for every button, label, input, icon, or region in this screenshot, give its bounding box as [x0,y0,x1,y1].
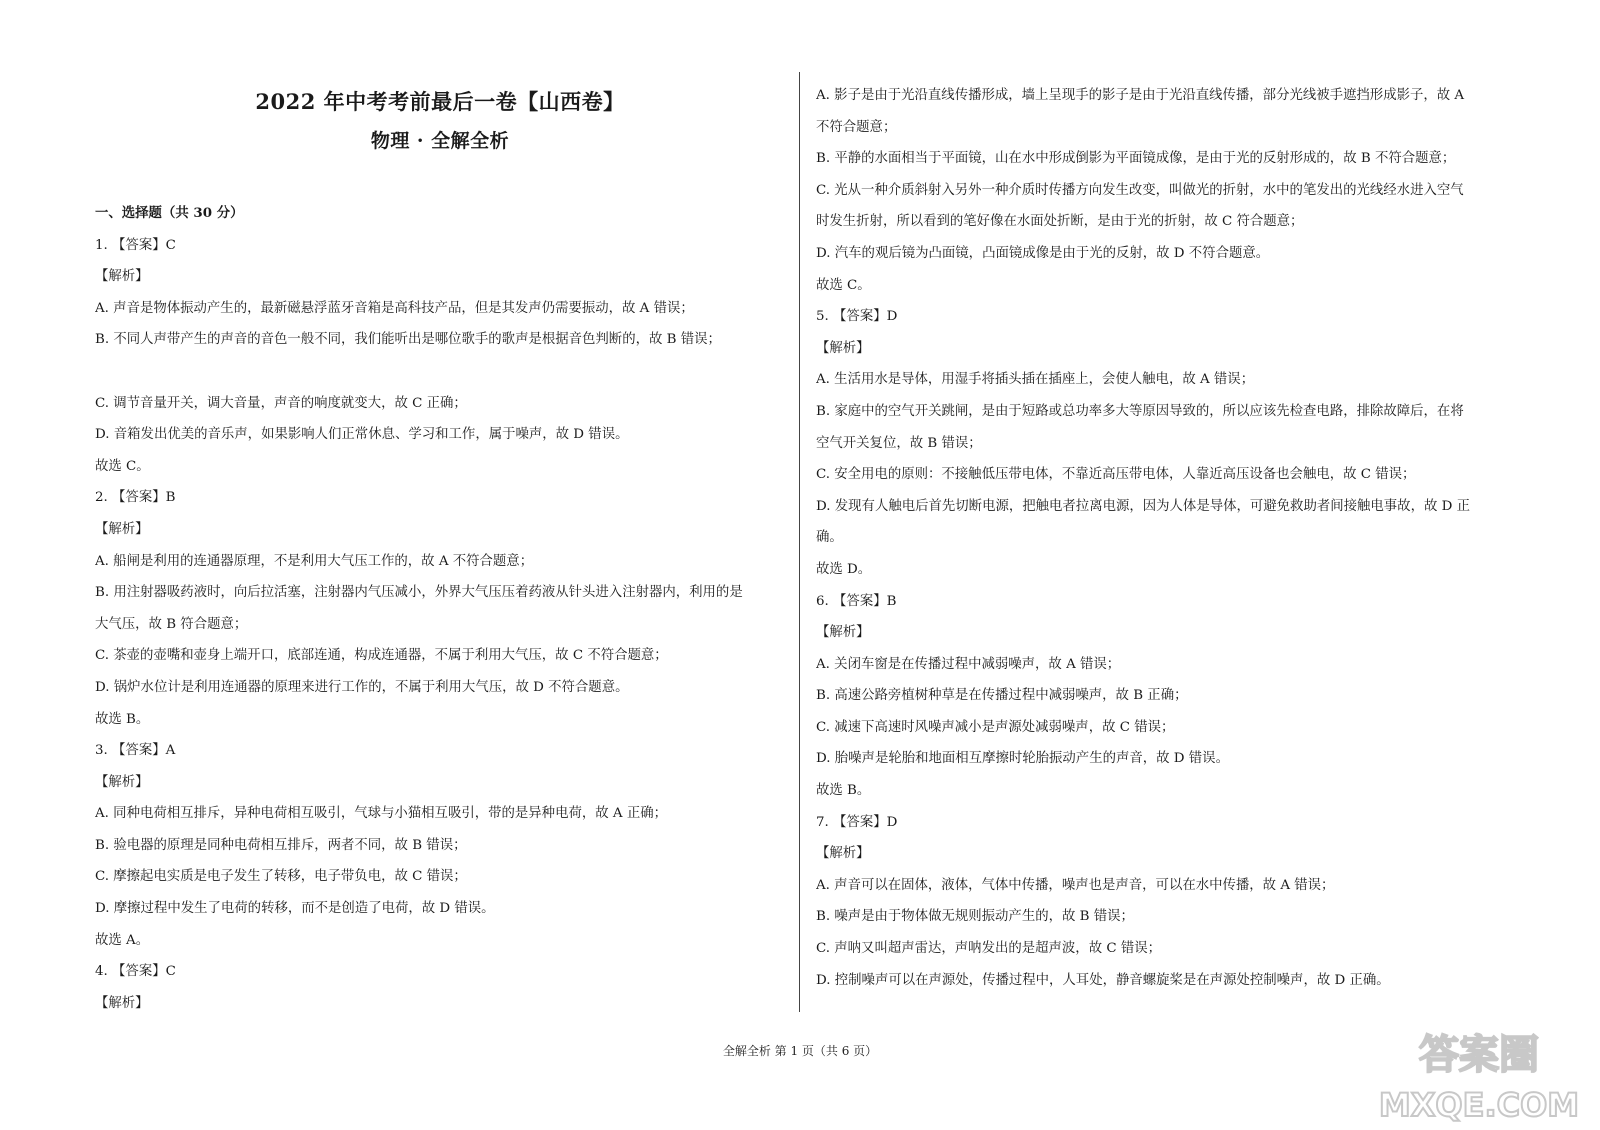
text-line: C. 摩擦起电实质是电子发生了转移，电子带负电，故 C 错误； [95,869,467,885]
text-line: B. 用注射器吸药液时，向后拉活塞，注射器内气压减小，外界大气压压着药液从针头进入注射器内，利用的是 [95,585,743,601]
text-line: B. 高速公路旁植树种草是在传播过程中减弱噪声，故 B 正确； [816,688,1188,704]
column-divider [799,72,800,1012]
text-line: 不符合题意； [816,119,897,135]
right-column [816,80,1516,996]
text-line: A. 关闭车窗是在传播过程中减弱噪声，故 A 错误； [816,656,1121,672]
text-line: 故选 A。 [95,932,150,948]
text-line: 【解析】 [95,521,149,537]
text-line: B. 不同人声带产生的声音的音色一般不同，我们能听出是哪位歌手的歌声是根据音色判断的，故 B 错误； [95,332,721,348]
text-line: D. 胎噪声是轮胎和地面相互摩擦时轮胎振动产生的声音，故 D 错误。 [816,751,1229,767]
text-line: B. 平静的水面相当于平面镜，山在水中形成倒影为平面镜成像，是由于光的反射形成的，故 B 不符合题意； [816,151,1456,167]
blank-line [95,356,787,388]
watermark-text-top: 答案圈 [1419,1032,1539,1078]
text-line: 1. 【答案】C [95,237,176,253]
text-line: C. 光从一种介质斜射入另外一种介质时传播方向发生改变，叫做光的折射，水中的笔发出的光线经水进入空气 [816,182,1464,198]
text-line: 空气开关复位，故 B 错误； [816,435,982,451]
text-line: B. 家庭中的空气开关跳闸，是由于短路或总功率多大等原因导致的，所以应该先检查电路，排除故障后，在将 [816,403,1464,419]
text-line: C. 茶壶的壶嘴和壶身上端开口，底部连通，构成连通器，不属于利用大气压，故 C 不符合题意； [95,648,668,664]
text-line: C. 减速下高速时风噪声减小是声源处减弱噪声，故 C 错误； [816,719,1175,735]
text-line: C. 声呐又叫超声雷达，声呐发出的是超声波，故 C 错误； [816,941,1162,957]
text-line: D. 汽车的观后镜为凸面镜，凸面镜成像是由于光的反射，故 D 不符合题意。 [816,245,1270,261]
text-line: A. 船闸是利用的连通器原理，不是利用大气压工作的，故 A 不符合题意； [95,553,534,569]
text-line: 【解析】 [816,340,870,356]
text-line: C. 安全用电的原则：不接触低压带电体，不靠近高压带电体，人靠近高压设备也会触电，故 C 错误； [816,467,1416,483]
text-line: 6. 【答案】B [816,593,897,609]
page-footer: 全解全析 第 1 页（共 6 页） [722,1044,878,1058]
text-line: A. 声音是物体振动产生的，最新磁悬浮蓝牙音箱是高科技产品，但是其发声仍需要振动，故 A 错误； [95,300,694,316]
text-line: B. 噪声是由于物体做无规则振动产生的，故 B 错误； [816,909,1134,925]
watermark-text-bottom: MXQE.COM [1378,1086,1580,1124]
text-line: 7. 【答案】D [816,814,898,830]
text-line: C. 调节音量开关，调大音量，声音的响度就变大，故 C 正确； [95,395,467,411]
left-column [95,198,787,1019]
text-line: 故选 B。 [816,783,871,799]
text-line: 大气压，故 B 符合题意； [95,616,248,632]
text-line: 【解析】 [95,269,149,285]
text-line: 确。 [816,530,843,546]
text-line: A. 同种电荷相互排斥，异种电荷相互吸引，气球与小猫相互吸引，带的是异种电荷，故 A 正确； [95,806,667,822]
text-line: D. 音箱发出优美的音乐声，如果影响人们正常休息、学习和工作，属于噪声，故 D 错误。 [95,427,629,443]
text-line: 4. 【答案】C [95,964,176,980]
text-line: 2. 【答案】B [95,490,176,506]
text-line: D. 锅炉水位计是利用连通器的原理来进行工作的，不属于利用大气压，故 D 不符合题意。 [95,679,629,695]
page-subtitle: 物理 · 全解全析 [370,130,510,152]
text-line: 【解析】 [95,995,149,1011]
text-line: 5. 【答案】D [816,309,898,325]
text-line: B. 验电器的原理是同种电荷相互排斥，两者不同，故 B 错误； [95,837,467,853]
text-line: 时发生折射，所以看到的笔好像在水面处折断，是由于光的折射，故 C 符合题意； [816,214,1304,230]
text-line: 故选 C。 [95,458,150,474]
watermark-logo [1375,1020,1590,1125]
text-line: 故选 B。 [95,711,150,727]
page-title: 2022 年中考考前最后一卷【山西卷】 [255,89,625,114]
text-line: A. 声音可以在固体，液体，气体中传播，噪声也是声音，可以在水中传播，故 A 错误； [816,877,1335,893]
text-line: 故选 C。 [816,277,871,293]
text-line: D. 控制噪声可以在声源处，传播过程中，人耳处，静音螺旋桨是在声源处控制噪声，故 D 正确。 [816,972,1390,988]
text-line: 3. 【答案】A [95,743,176,759]
text-line: A. 影子是由于光沿直线传播形成，墙上呈现手的影子是由于光沿直线传播，部分光线被手遮挡形成影子，故 A [816,88,1465,103]
text-line: D. 摩擦过程中发生了电荷的转移，而不是创造了电荷，故 D 错误。 [95,901,495,917]
text-line: D. 发现有人触电后首先切断电源，把触电者拉离电源，因为人体是导体，可避免救助者间接触电事故，故 D 正 [816,498,1470,514]
section-heading: 一、选择题（共 30 分） [95,205,244,221]
text-line: 故选 D。 [816,561,872,577]
text-line: 【解析】 [816,625,870,641]
text-line: 【解析】 [95,774,149,790]
text-line: A. 生活用水是导体，用湿手将插头插在插座上，会使人触电，故 A 错误； [816,372,1255,388]
text-line: 【解析】 [816,846,870,862]
